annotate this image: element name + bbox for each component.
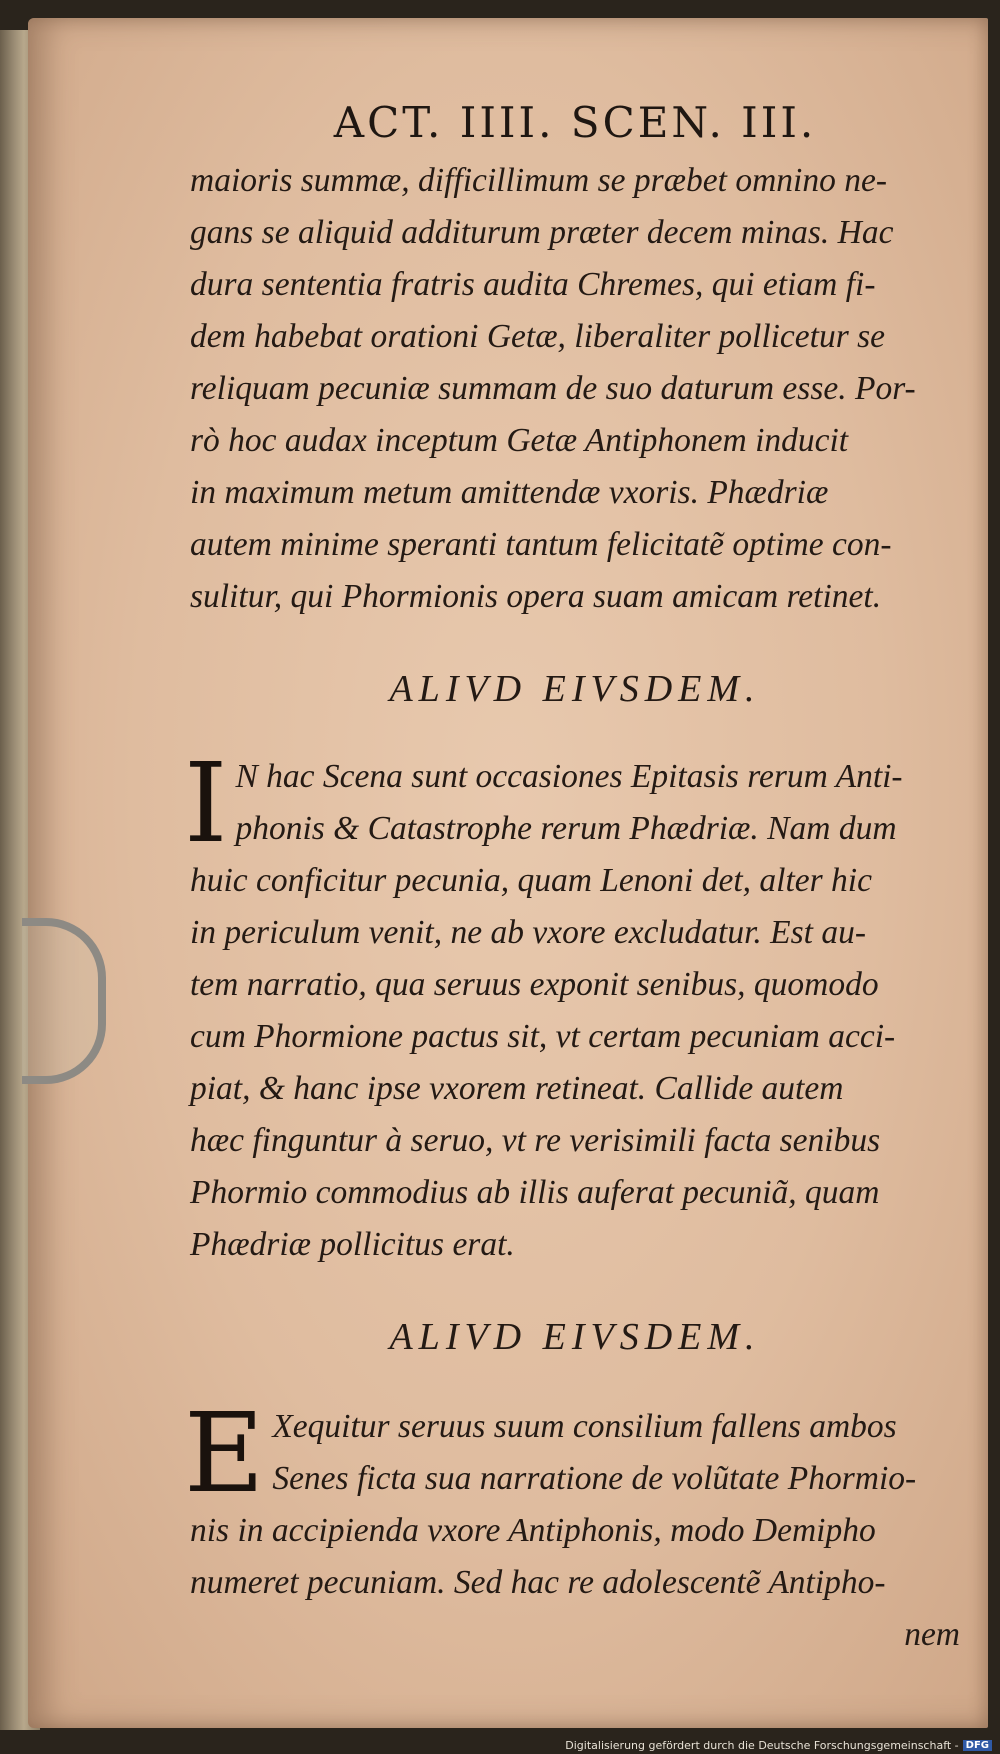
running-head: ACT. IIII. SCEN. III. <box>333 98 817 147</box>
text-line: Senes ficta sua narratione de volũtate Phormio- <box>272 1460 917 1497</box>
text-line: reliquam pecuniæ summam de suo daturum esse. Por- <box>190 370 916 407</box>
text-line: cum Phormione pactus sit, vt certam pecuniam acci- <box>190 1018 896 1055</box>
text-line: huic conficitur pecunia, quam Lenoni det, alter hic <box>190 862 872 899</box>
footer-text: Digitalisierung gefördert durch die Deutsche Forschungsgemeinschaft - <box>565 1739 959 1752</box>
text-line: sulitur, qui Phormionis opera suam amicam retinet. <box>190 578 882 615</box>
section-heading: ALIVD EIVSDEM. <box>389 668 761 710</box>
text-line: Phormio commodius ab illis auferat pecuniã, quam <box>190 1174 880 1211</box>
text-line: rò hoc audax inceptum Getæ Antiphonem inducit <box>190 422 849 459</box>
text-line: dem habebat orationi Getæ, liberaliter pollicetur se <box>190 318 886 355</box>
book-clasp <box>22 918 106 1084</box>
section-2-paragraph <box>184 1389 960 1661</box>
text-line: nis in accipienda vxore Antiphonis, modo Demipho <box>190 1512 876 1549</box>
text-line: N hac Scena sunt occasiones Epitasis rerum Anti- <box>235 758 903 795</box>
text-line: hæc finguntur à seruo, vt re verisimili facta senibus <box>190 1122 881 1159</box>
text-line: nem <box>904 1616 960 1653</box>
text-line: piat, & hanc ipse vxorem retineat. Callide autem <box>190 1070 844 1107</box>
text-line: autem minime speranti tantum felicitatẽ optime con- <box>190 526 892 563</box>
text-line: tem narratio, qua seruus exponit senibus, quomodo <box>190 966 879 1003</box>
text-line: gans se aliquid additurum præter decem minas. Hac <box>190 214 894 251</box>
dfg-logo: DFG <box>963 1740 992 1751</box>
text-line: phonis & Catastrophe rerum Phædriæ. Nam dum <box>235 810 897 847</box>
digitization-footer <box>565 1739 992 1752</box>
text-line: in maximum metum amittendæ vxoris. Phædriæ <box>190 474 829 511</box>
text-line: numeret pecuniam. Sed hac re adolescentẽ Antipho- <box>190 1564 886 1601</box>
page-text <box>184 98 960 1661</box>
text-line: Xequitur seruus suum consilium fallens ambos <box>272 1408 897 1445</box>
text-line: maioris summæ, difficillimum se præbet omnino ne- <box>190 162 887 199</box>
text-line: in periculum venit, ne ab vxore excludatur. Est au- <box>190 914 867 951</box>
drop-cap: I <box>184 739 228 867</box>
section-1-paragraph <box>184 739 960 1271</box>
text-line: dura sententia fratris audita Chremes, qui etiam fi- <box>190 266 876 303</box>
drop-cap: E <box>184 1389 265 1517</box>
text-line: Phædriæ pollicitus erat. <box>190 1226 515 1263</box>
intro-paragraph <box>190 155 960 623</box>
section-heading: ALIVD EIVSDEM. <box>389 1316 761 1358</box>
